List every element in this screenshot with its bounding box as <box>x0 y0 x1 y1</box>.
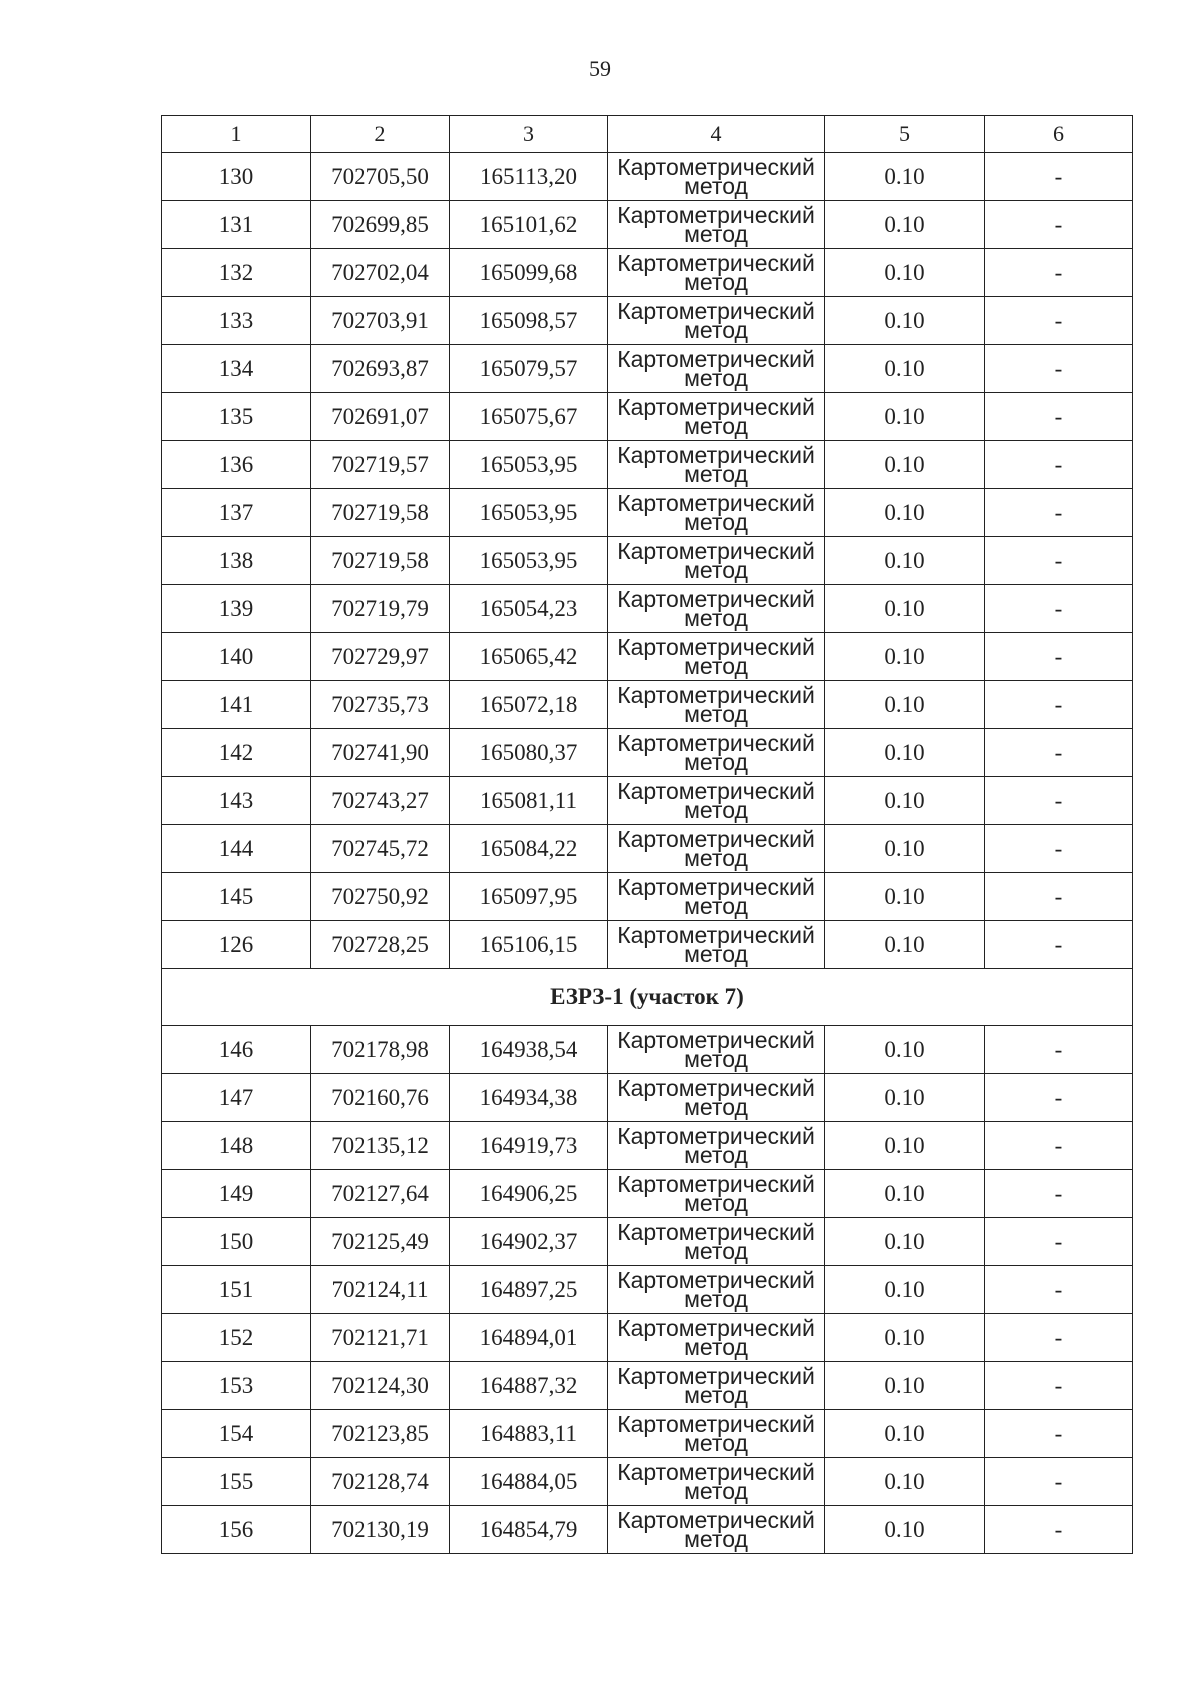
method-text: Картометрический <box>617 537 815 564</box>
method-text: метод <box>684 1333 748 1360</box>
method-text: метод <box>684 940 748 967</box>
table-cell: 145 <box>162 873 311 921</box>
method-text: Картометрический <box>617 345 815 372</box>
method-text: Картометрический <box>617 489 815 516</box>
method-text: метод <box>684 748 748 775</box>
table-cell: - <box>985 1026 1133 1074</box>
method-text: Картометрический <box>617 1026 815 1053</box>
table-cell: 0.10 <box>825 153 985 201</box>
method-text: метод <box>684 1237 748 1264</box>
table-row <box>162 441 1133 489</box>
method-cell <box>608 873 825 921</box>
header-cell: 3 <box>450 116 608 153</box>
table-cell: 164887,32 <box>450 1362 608 1410</box>
method-text: Картометрический <box>617 201 815 228</box>
table-cell: 131 <box>162 201 311 249</box>
table-cell: 702750,92 <box>311 873 450 921</box>
method-cell <box>608 1266 825 1314</box>
table-row <box>162 1218 1133 1266</box>
table-row <box>162 537 1133 585</box>
table-cell: 0.10 <box>825 201 985 249</box>
table-cell: 156 <box>162 1506 311 1554</box>
method-text: метод <box>684 1477 748 1504</box>
table-cell: 154 <box>162 1410 311 1458</box>
table-cell: 153 <box>162 1362 311 1410</box>
table-cell: 165084,22 <box>450 825 608 873</box>
table-cell: 0.10 <box>825 921 985 969</box>
table-cell: - <box>985 873 1133 921</box>
table-cell: 136 <box>162 441 311 489</box>
table-cell: 702702,04 <box>311 249 450 297</box>
table-cell: 0.10 <box>825 249 985 297</box>
table-cell: 0.10 <box>825 489 985 537</box>
table-cell: 165053,95 <box>450 489 608 537</box>
table-cell: 0.10 <box>825 1122 985 1170</box>
table-row <box>162 633 1133 681</box>
coordinates-table <box>161 115 1133 1554</box>
table-cell: 702127,64 <box>311 1170 450 1218</box>
table-cell: 0.10 <box>825 1410 985 1458</box>
method-cell <box>608 777 825 825</box>
method-cell <box>608 681 825 729</box>
table-cell: 130 <box>162 153 311 201</box>
table-cell: 702693,87 <box>311 345 450 393</box>
table-cell: 702691,07 <box>311 393 450 441</box>
table-cell: - <box>985 777 1133 825</box>
method-text: метод <box>684 1093 748 1120</box>
table-cell: 0.10 <box>825 633 985 681</box>
table-cell: 702719,79 <box>311 585 450 633</box>
method-cell <box>608 1410 825 1458</box>
table-row <box>162 393 1133 441</box>
header-cell: 5 <box>825 116 985 153</box>
table-cell: - <box>985 585 1133 633</box>
table-cell: 702130,19 <box>311 1506 450 1554</box>
method-cell <box>608 729 825 777</box>
method-cell <box>608 1170 825 1218</box>
section-row <box>162 969 1133 1026</box>
table-cell: 702728,25 <box>311 921 450 969</box>
table-cell: 144 <box>162 825 311 873</box>
table-cell: - <box>985 1170 1133 1218</box>
table-row <box>162 585 1133 633</box>
table-cell: - <box>985 1314 1133 1362</box>
table-cell: 0.10 <box>825 441 985 489</box>
header-cell: 4 <box>608 116 825 153</box>
table-row <box>162 1026 1133 1074</box>
table-cell: - <box>985 249 1133 297</box>
method-cell <box>608 1122 825 1170</box>
table-cell: 165106,15 <box>450 921 608 969</box>
method-cell <box>608 633 825 681</box>
method-text: Картометрический <box>617 873 815 900</box>
method-cell <box>608 201 825 249</box>
table-cell: 164934,38 <box>450 1074 608 1122</box>
table-cell: 702121,71 <box>311 1314 450 1362</box>
table-cell: 135 <box>162 393 311 441</box>
table-cell: 702124,11 <box>311 1266 450 1314</box>
method-text: метод <box>684 364 748 391</box>
method-text: метод <box>684 508 748 535</box>
method-text: Картометрический <box>617 1218 815 1245</box>
method-text: метод <box>684 268 748 295</box>
table-row <box>162 921 1133 969</box>
table-cell: - <box>985 345 1133 393</box>
method-text: Картометрический <box>617 1362 815 1389</box>
table-cell: 151 <box>162 1266 311 1314</box>
table-cell: 140 <box>162 633 311 681</box>
method-text: Картометрический <box>617 1266 815 1293</box>
table-cell: 0.10 <box>825 1266 985 1314</box>
table-cell: 164884,05 <box>450 1458 608 1506</box>
table-cell: - <box>985 1266 1133 1314</box>
table-cell: 702741,90 <box>311 729 450 777</box>
method-text: метод <box>684 796 748 823</box>
table-cell: 155 <box>162 1458 311 1506</box>
table-cell: 126 <box>162 921 311 969</box>
method-cell <box>608 489 825 537</box>
table-cell: - <box>985 729 1133 777</box>
table-cell: 150 <box>162 1218 311 1266</box>
table-cell: - <box>985 1506 1133 1554</box>
table-row <box>162 1170 1133 1218</box>
table-cell: - <box>985 1410 1133 1458</box>
header-cell: 6 <box>985 116 1133 153</box>
method-text: метод <box>684 556 748 583</box>
table-row <box>162 489 1133 537</box>
method-text: метод <box>684 1429 748 1456</box>
method-text: Картометрический <box>617 777 815 804</box>
method-cell <box>608 1074 825 1122</box>
method-text: метод <box>684 892 748 919</box>
table-cell: 0.10 <box>825 1026 985 1074</box>
method-text: метод <box>684 1285 748 1312</box>
method-text: метод <box>684 316 748 343</box>
method-text: Картометрический <box>617 1074 815 1101</box>
method-cell <box>608 1506 825 1554</box>
table-cell: 138 <box>162 537 311 585</box>
method-text: Картометрический <box>617 633 815 660</box>
table-row <box>162 1314 1133 1362</box>
table-cell: 0.10 <box>825 873 985 921</box>
table-cell: 702125,49 <box>311 1218 450 1266</box>
table-row <box>162 249 1133 297</box>
table-cell: 133 <box>162 297 311 345</box>
table-cell: 164906,25 <box>450 1170 608 1218</box>
method-text: Картометрический <box>617 1122 815 1149</box>
method-text: Картометрический <box>617 1458 815 1485</box>
table-cell: 702729,97 <box>311 633 450 681</box>
method-cell <box>608 345 825 393</box>
table-cell: 0.10 <box>825 1506 985 1554</box>
method-text: Картометрический <box>617 249 815 276</box>
table-cell: 164894,01 <box>450 1314 608 1362</box>
method-cell <box>608 1314 825 1362</box>
table-cell: 165054,23 <box>450 585 608 633</box>
table-cell: 165075,67 <box>450 393 608 441</box>
table-cell: 147 <box>162 1074 311 1122</box>
table-cell: 143 <box>162 777 311 825</box>
method-text: метод <box>684 604 748 631</box>
method-cell <box>608 1362 825 1410</box>
method-text: метод <box>684 1141 748 1168</box>
table-cell: - <box>985 297 1133 345</box>
table-cell: 702135,12 <box>311 1122 450 1170</box>
table-cell: 165101,62 <box>450 201 608 249</box>
table-cell: 165065,42 <box>450 633 608 681</box>
table-cell: 0.10 <box>825 345 985 393</box>
table-row <box>162 153 1133 201</box>
table-cell: 165081,11 <box>450 777 608 825</box>
table-cell: 139 <box>162 585 311 633</box>
method-text: метод <box>684 652 748 679</box>
method-cell <box>608 921 825 969</box>
table-cell: - <box>985 825 1133 873</box>
table-cell: 164902,37 <box>450 1218 608 1266</box>
table-row <box>162 1410 1133 1458</box>
method-text: Картометрический <box>617 681 815 708</box>
table-row <box>162 729 1133 777</box>
table-row <box>162 681 1133 729</box>
table-cell: 702743,27 <box>311 777 450 825</box>
method-text: метод <box>684 1189 748 1216</box>
method-text: метод <box>684 460 748 487</box>
table-cell: 165079,57 <box>450 345 608 393</box>
table-cell: 142 <box>162 729 311 777</box>
table-cell: 137 <box>162 489 311 537</box>
table-cell: 132 <box>162 249 311 297</box>
table-cell: 165080,37 <box>450 729 608 777</box>
method-text: Картометрический <box>617 729 815 756</box>
table-row <box>162 873 1133 921</box>
table-cell: 0.10 <box>825 1458 985 1506</box>
table-cell: 702703,91 <box>311 297 450 345</box>
method-cell <box>608 825 825 873</box>
table-row <box>162 201 1133 249</box>
table-cell: 0.10 <box>825 585 985 633</box>
table-row <box>162 1458 1133 1506</box>
table-cell: 0.10 <box>825 297 985 345</box>
table-cell: 0.10 <box>825 1362 985 1410</box>
table-cell: - <box>985 1074 1133 1122</box>
method-text: метод <box>684 844 748 871</box>
table-cell: 152 <box>162 1314 311 1362</box>
table-cell: 702699,85 <box>311 201 450 249</box>
method-cell <box>608 1218 825 1266</box>
table-cell: 164919,73 <box>450 1122 608 1170</box>
header-cell: 1 <box>162 116 311 153</box>
table-cell: 702123,85 <box>311 1410 450 1458</box>
table-cell: 165098,57 <box>450 297 608 345</box>
method-cell <box>608 537 825 585</box>
table-cell: - <box>985 1362 1133 1410</box>
table-row <box>162 1122 1133 1170</box>
method-text: Картометрический <box>617 393 815 420</box>
table-cell: 0.10 <box>825 393 985 441</box>
table-cell: 134 <box>162 345 311 393</box>
method-text: метод <box>684 1045 748 1072</box>
table-cell: - <box>985 393 1133 441</box>
method-cell <box>608 297 825 345</box>
method-text: метод <box>684 412 748 439</box>
table-cell: - <box>985 681 1133 729</box>
method-text: Картометрический <box>617 1170 815 1197</box>
method-cell <box>608 393 825 441</box>
table-row <box>162 1074 1133 1122</box>
method-cell <box>608 1026 825 1074</box>
table-cell: 164897,25 <box>450 1266 608 1314</box>
table-cell: 702719,58 <box>311 537 450 585</box>
table-cell: 0.10 <box>825 537 985 585</box>
section-title: ЕЗРЗ-1 (участок 7) <box>162 969 1133 1026</box>
table-cell: 148 <box>162 1122 311 1170</box>
table-cell: 141 <box>162 681 311 729</box>
table-cell: 164883,11 <box>450 1410 608 1458</box>
method-text: Картометрический <box>617 441 815 468</box>
method-cell <box>608 249 825 297</box>
table-cell: - <box>985 201 1133 249</box>
method-text: Картометрический <box>617 1410 815 1437</box>
table-row <box>162 1266 1133 1314</box>
table-cell: 165053,95 <box>450 537 608 585</box>
table-cell: - <box>985 1458 1133 1506</box>
table-header-row <box>162 116 1133 153</box>
table-cell: 702745,72 <box>311 825 450 873</box>
table-cell: 146 <box>162 1026 311 1074</box>
table-cell: 149 <box>162 1170 311 1218</box>
table-cell: 0.10 <box>825 1218 985 1266</box>
method-text: Картометрический <box>617 297 815 324</box>
table-cell: 702124,30 <box>311 1362 450 1410</box>
method-text: метод <box>684 172 748 199</box>
method-text: Картометрический <box>617 1506 815 1533</box>
table-cell: 165099,68 <box>450 249 608 297</box>
table-cell: 702735,73 <box>311 681 450 729</box>
table-cell: 702178,98 <box>311 1026 450 1074</box>
table-cell: 702719,57 <box>311 441 450 489</box>
table-cell: 165113,20 <box>450 153 608 201</box>
method-text: метод <box>684 700 748 727</box>
table-cell: 702160,76 <box>311 1074 450 1122</box>
table-cell: - <box>985 1122 1133 1170</box>
table-cell: 0.10 <box>825 1074 985 1122</box>
table-cell: 164938,54 <box>450 1026 608 1074</box>
table-row <box>162 297 1133 345</box>
table-cell: 702128,74 <box>311 1458 450 1506</box>
method-text: Картометрический <box>617 585 815 612</box>
table-cell: 0.10 <box>825 777 985 825</box>
table-cell: 0.10 <box>825 1314 985 1362</box>
table-cell: 0.10 <box>825 729 985 777</box>
table-cell: - <box>985 633 1133 681</box>
table-cell: 702705,50 <box>311 153 450 201</box>
header-cell: 2 <box>311 116 450 153</box>
table-cell: 0.10 <box>825 1170 985 1218</box>
table-cell: 165053,95 <box>450 441 608 489</box>
method-cell <box>608 585 825 633</box>
table-row <box>162 1506 1133 1554</box>
table-cell: - <box>985 489 1133 537</box>
table-row <box>162 825 1133 873</box>
method-text: Картометрический <box>617 153 815 180</box>
table-cell: - <box>985 537 1133 585</box>
table-cell: 702719,58 <box>311 489 450 537</box>
table-row <box>162 345 1133 393</box>
table-cell: - <box>985 153 1133 201</box>
method-text: Картометрический <box>617 1314 815 1341</box>
table-row <box>162 1362 1133 1410</box>
method-cell <box>608 153 825 201</box>
method-text: метод <box>684 1381 748 1408</box>
method-text: метод <box>684 220 748 247</box>
table-cell: 165072,18 <box>450 681 608 729</box>
method-cell <box>608 441 825 489</box>
table-cell: - <box>985 1218 1133 1266</box>
method-text: метод <box>684 1525 748 1552</box>
method-text: Картометрический <box>617 825 815 852</box>
table-row <box>162 777 1133 825</box>
table-cell: 164854,79 <box>450 1506 608 1554</box>
table-cell: 0.10 <box>825 825 985 873</box>
table-cell: 0.10 <box>825 681 985 729</box>
page-number: 59 <box>589 56 611 81</box>
table-cell: - <box>985 441 1133 489</box>
method-cell <box>608 1458 825 1506</box>
table-cell: 165097,95 <box>450 873 608 921</box>
table-cell: - <box>985 921 1133 969</box>
method-text: Картометрический <box>617 921 815 948</box>
